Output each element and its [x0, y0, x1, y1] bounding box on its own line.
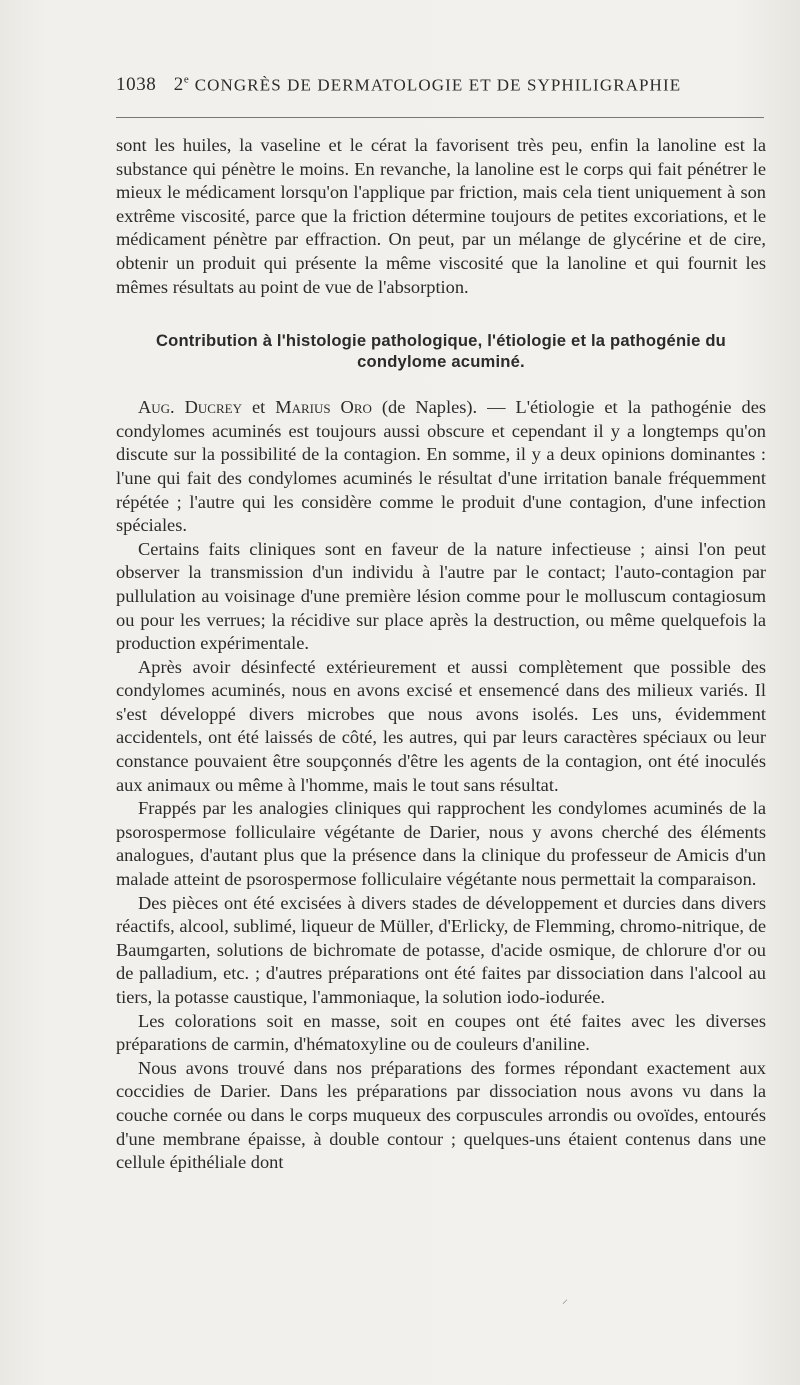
author-join: et	[241, 397, 276, 418]
congress-ordinal	[174, 74, 190, 95]
paragraph-colorations: Les colorations soit en masse, soit en coupes ont été faites avec les diverses préparations de carmin, d'hématoxyline ou de couleurs d'aniline.	[116, 1010, 766, 1055]
ordinal-suffix: e	[183, 74, 190, 86]
running-title: CONGRÈS DE DERMATOLOGIE ET DE SYPHILIGRAPHIE	[194, 75, 682, 95]
stray-mark: ⸝	[562, 1292, 569, 1306]
ordinal-number: 2	[173, 74, 184, 96]
header-rule	[116, 117, 764, 118]
paragraph-clinical-facts: Certains faits cliniques sont en faveur de la nature infectieuse ; ainsi l'on peut observer la transmission d'un individu à l'autre par le contact; l'auto-contagion par pullulation au voisinage d'une première lésion comme pour le molluscum contagiosum ou pour les verrues; la récidive sur place après la destruction, ou même quelquefois la production expérimentale.	[116, 538, 766, 654]
running-header	[116, 74, 766, 96]
paragraph-continued: sont les huiles, la vaseline et le cérat la favorisent très peu, enfin la lanoline est la substance qui pénètre le moins. En revanche, la lanoline est le corps qui fait pénétrer le mieux le médicament lorsqu'on l'applique par friction, mais cela tient uniquement à son extrême viscosité, parce que la friction détermine toujours de petites excoriations, et le médicament pénètre par effraction. On peut, par un mélange de glycérine et de cire, obtenir un produit qui présente la même viscosité que la lanoline et qui fournit les mêmes résultats au point de vue de l'absorption.	[116, 135, 766, 297]
paragraph-findings: Nous avons trouvé dans nos préparations des formes répondant exactement aux coccidies de Darier. Dans les préparations par dissociation nous avons vu dans la couche cornée ou dans le corps muqueux des corpuscules arrondis ou ovoïdes, entourés d'une membrane épaisse, à double contour ; quelques-uns étaient contenus dans une cellule épithéliale dont	[116, 1057, 766, 1173]
paragraph-cultures: Après avoir désinfecté extérieurement et aussi complètement que possible des condylomes acuminés, nous en avons excisé et ensemencé dans des milieux variés. Il s'est développé divers microbes que nous avons isolés. Les uns, évidemment accidentels, ont été laissés de côté, les autres, qui par leurs caractères spéciaux ou leur constance pouvaient être soupçonnés d'être les agents de la contagion, ont été inoculés aux animaux ou même à l'homme, mais le tout sans résultat.	[116, 656, 766, 795]
paragraph-analogies: Frappés par les analogies cliniques qui rapprochent les condylomes acuminés de la psorospermose folliculaire végétante de Darier, nous y avons cherché des éléments analogues, d'autant plus que la présence dans la clinique du professeur de Amicis d'un malade atteint de psorospermose folliculaire végétante nous permettait la comparaison.	[116, 798, 766, 890]
author-ducrey: Aug. Ducrey	[138, 397, 242, 418]
author-oro: Marius Oro	[275, 397, 372, 418]
article-body	[116, 134, 766, 1175]
page-number: 1038	[116, 74, 157, 96]
section-title: Contribution à l'histologie pathologique, l'étiologie et la pathogénie du condylome acuminé.	[155, 331, 727, 372]
paragraph-preparations: Des pièces ont été excisées à divers stades de développement et durcies dans divers réactifs, alcool, sublimé, liqueur de Müller, d'Erlicky, de Flemming, chromo-nitrique, de Baumgarten, solutions de bichromate de potasse, d'acide osmique, de chlorure d'or ou de palladium, etc. ; d'autres préparations ont été faites par dissociation dans l'alcool au tiers, la potasse caustique, l'ammoniaque, la solution iodo-iodurée.	[116, 892, 766, 1007]
paragraph-authors-intro	[116, 396, 766, 538]
intro-text: (de Naples). — L'étiologie et la pathogénie des condylomes acuminés est toujours aussi obscure et cependant il y a longtemps qu'on discute sur la possibilité de la contagion. En somme, il y a deux opinions dominantes : l'une qui fait des condylomes acuminés le résultat d'une irritation banale fréquemment répétée ; l'autre qui les considère comme le produit d'une contagion, d'une infection spéciales.	[116, 397, 767, 536]
